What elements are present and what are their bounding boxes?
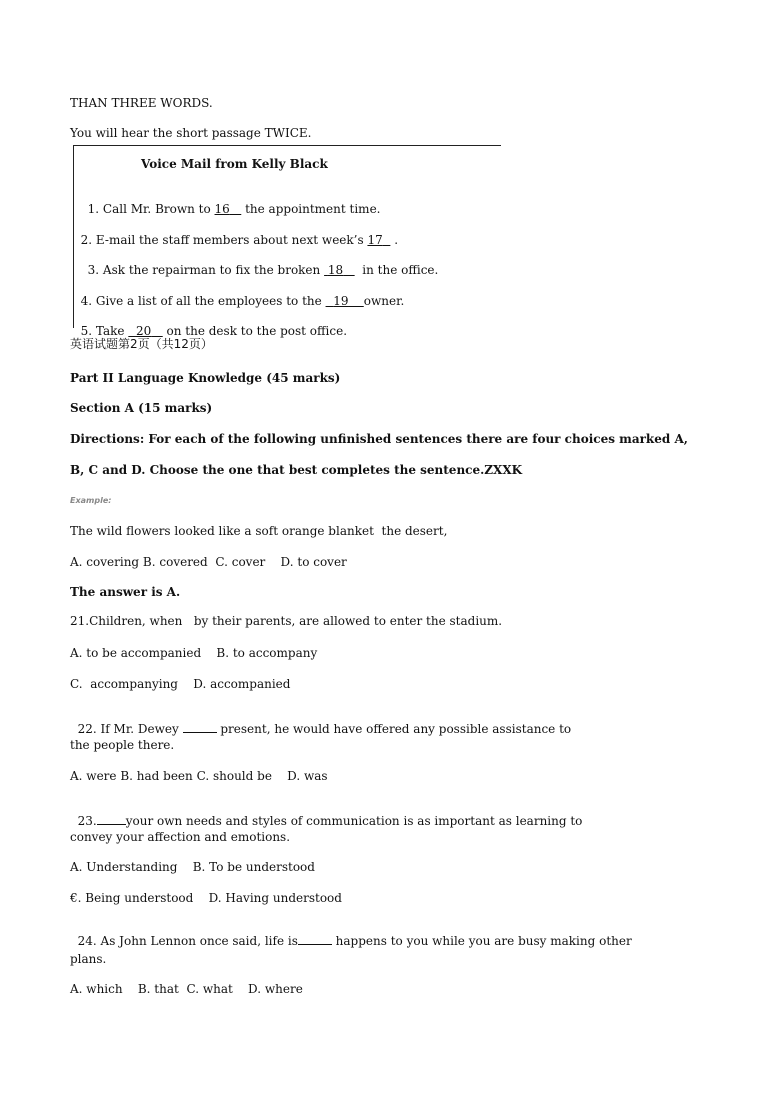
example-options: A. covering B. covered C. cover D. to cover (70, 555, 347, 569)
item-text-post: . (390, 233, 399, 247)
directions-line-1: Directions: For each of the following unfinished sentences there are four choices marked A, (70, 432, 688, 446)
question-21-options-cd: C. accompanying D. accompanied (70, 677, 291, 691)
example-label: Example: (70, 496, 112, 505)
voicemail-box-top-border (73, 145, 501, 146)
question-24-options: A. which B. that C. what D. where (70, 982, 303, 996)
answer-blank (348, 294, 363, 308)
question-text-post: present, he would have offered any possible assistance to (216, 722, 572, 736)
instruction-line-1: THAN THREE WORDS. (70, 96, 213, 110)
question-text-pre: 22. If Mr. Dewey (77, 722, 183, 736)
question-text-pre: 24. As John Lennon once said, life is (77, 934, 298, 948)
answer-blank (343, 263, 354, 277)
item-text-pre: 2. E-mail the staff members about next week’s (80, 233, 368, 247)
item-text-post: on the desk to the post office. (162, 324, 348, 338)
example-answer: The answer is A. (70, 585, 181, 599)
answer-blank (183, 721, 217, 733)
question-21: 21.Children, when by their parents, are allowed to enter the stadium. (70, 614, 503, 628)
answer-blank (151, 324, 162, 338)
item-text-post: in the office. (354, 263, 439, 277)
example-question: The wild flowers looked like a soft orange blanket the desert, (70, 524, 448, 538)
question-23-options-cd: €. Being understood D. Having understood (70, 891, 342, 905)
question-24-continued: plans. (70, 952, 107, 966)
item-text-post: owner. (363, 294, 405, 308)
item-text-pre: 5. Take (80, 324, 129, 338)
instruction-line-2: You will hear the short passage TWICE. (70, 126, 312, 140)
item-text-pre: 1. Call Mr. Brown to (87, 202, 215, 216)
answer-blank (97, 813, 126, 825)
voicemail-title: Voice Mail from Kelly Black (141, 157, 328, 171)
question-23 (70, 799, 582, 828)
question-23-continued: convey your affection and emotions. (70, 830, 291, 844)
question-text-post: happens to you while you are busy making other (331, 934, 632, 948)
answer-blank (230, 202, 241, 216)
answer-19: 19 (333, 294, 349, 308)
part-title: Part II Language Knowledge (45 marks) (70, 371, 341, 385)
question-text-pre: 23. (77, 814, 97, 828)
question-22 (70, 707, 571, 736)
voicemail-item-5 (73, 310, 347, 338)
answer-blank (128, 324, 136, 338)
page-footer: 英语试题第2页（共12页） (70, 337, 213, 351)
section-title: Section A (15 marks) (70, 401, 213, 415)
question-text-post: your own needs and styles of communication is as important as learning to (125, 814, 583, 828)
directions-line-2: B, C and D. Choose the one that best completes the sentence.ZXXK (70, 463, 523, 477)
question-24 (70, 919, 632, 948)
answer-blank (298, 933, 332, 945)
item-text-post: the appointment time. (241, 202, 381, 216)
voicemail-item-2 (73, 219, 398, 247)
question-22-options: A. were B. had been C. should be D. was (70, 769, 328, 783)
question-21-options-ab: A. to be accompanied B. to accompany (70, 646, 318, 660)
answer-20: 20 (135, 324, 152, 338)
question-23-options-ab: A. Understanding B. To be understood (70, 860, 315, 874)
item-text-pre: 4. Give a list of all the employees to the (80, 294, 326, 308)
question-22-continued: the people there. (70, 738, 175, 752)
voicemail-item-3 (80, 249, 438, 277)
voicemail-item-1 (80, 188, 380, 216)
voicemail-item-4 (73, 280, 404, 308)
answer-16: 16 (214, 202, 230, 216)
answer-18: 18 (327, 263, 344, 277)
item-text-pre: 3. Ask the repairman to fix the broken (87, 263, 325, 277)
answer-17: 17 (367, 233, 383, 247)
